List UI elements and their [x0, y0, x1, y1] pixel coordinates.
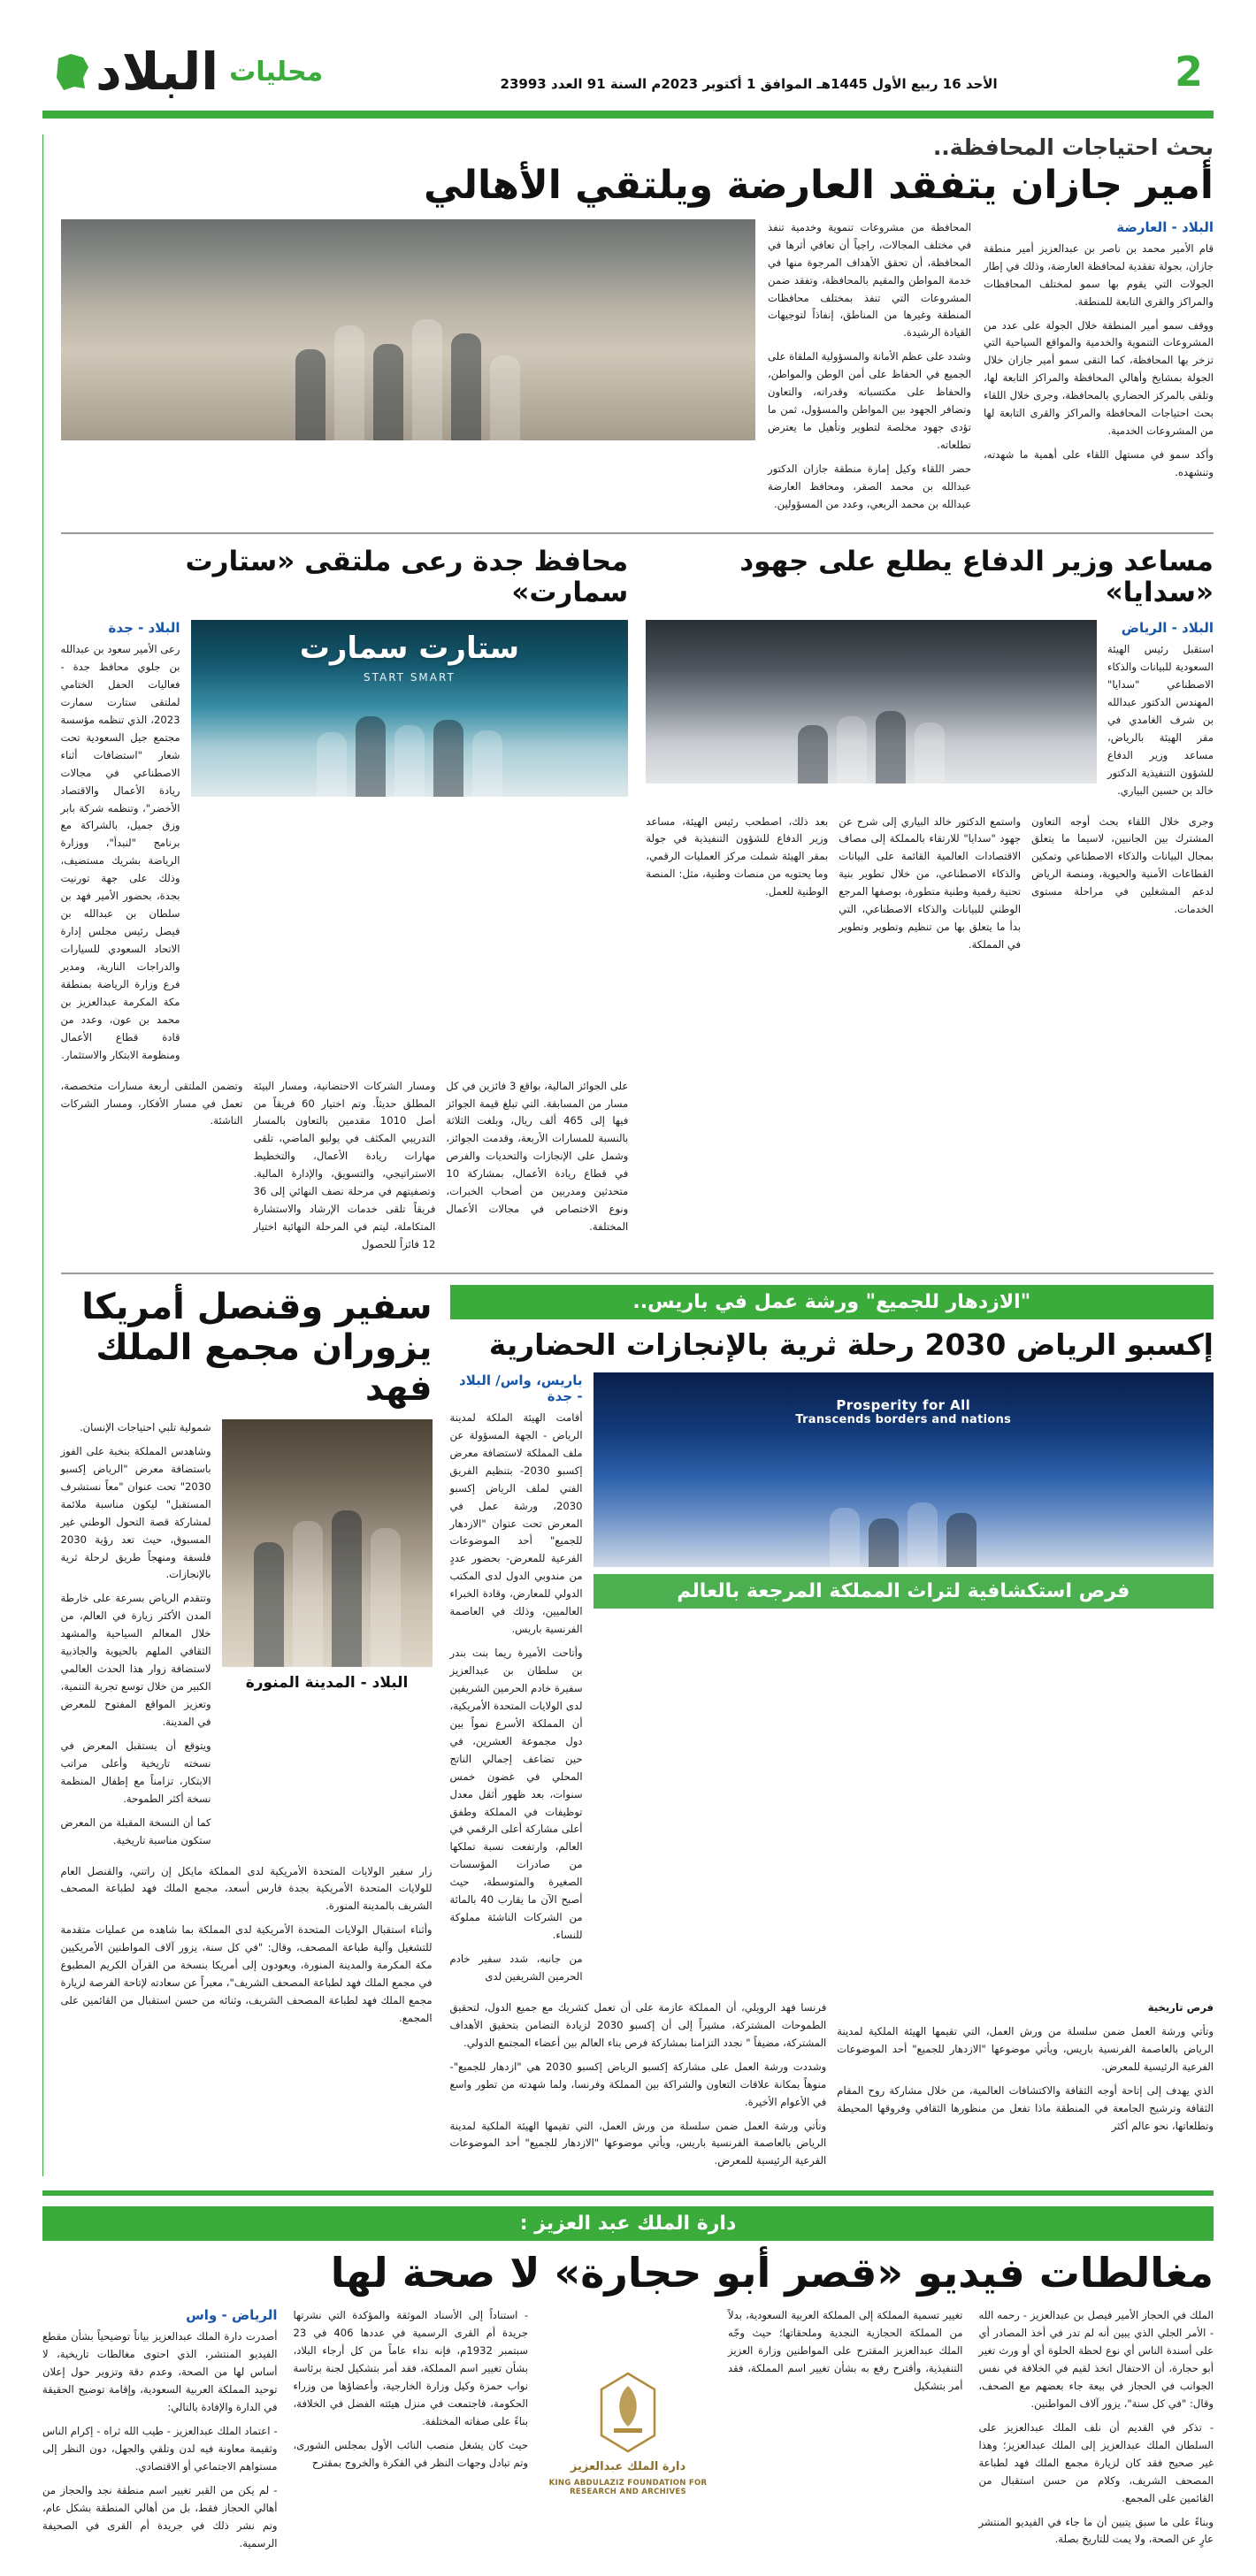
lead-kicker: بحث احتياجات المحافظة.. [932, 134, 1214, 161]
lead-paragraph: ووقف سمو أمير المنطقة خلال الجولة على عدد من المشروعات التنموية والخدمية والمواقع السياحية التي تزخر بها المحافظة، كما التقى سمو أمير جازان خلال الجولة بمشايخ وأهالي المحافظة والمراكز التابعة لها، وتلقى بالمركز الحضاري بالمحافظة، وجرى خلال اللقاء بحث احتياجات المحافظة والمراكز والقرى التابعة لها من المشروعات الخدمية. [984, 318, 1214, 438]
darah-crest-icon [587, 2370, 669, 2455]
issue-line: الأحد 16 ربيع الأول 1445هـ الموافق 1 أكتوبر 2023م السنة 91 العدد 23993 [500, 76, 998, 93]
expo-paragraph: الذي يهدف إلى إتاحة أوجه الثقافة والاكتشافات العالمية، من خلال مشاركة روح المقام الثقافة وترشيح الجامعة في المنطقة ماذا تفعل من منظورها الثقافي وفروقها المحيطة وتطلعاتها، نحو عالم أكثر [837, 2083, 1214, 2132]
jeddah-paragraph: رعى الأمير سعود بن عبدالله بن جلوي محافظ جدة - فعاليات الحفل الختامي لملتقى ستارت سمارت 2023، الذي تنظمه مؤسسة مجتمع جيل السعودية تحت شعار "استضافات أثناء الاصطناعي في مجالات ريادة الأعمال والاقتصاد الأخضر"، وتنظمه شركة بابر وزق جميل، بالشراكة مع برنامج "لنبدأ"، ووزارة الرياضة بشريك مستضيف، وذلك على جهة تورنيت بجدة، بحضور الأمير فهد بن سلطان بن عبدالله بن فيصل رئيس مجلس إدارة الاتحاد السعودي للسيارات والدراجات النارية، ومدير فرع وزارة الرياضة بمنطقة مكة المكرمة عبدالعزيز بن محمد بن عون، وعدد من قادة قطاع الأعمال ومنظومة الابتكار والاستثمار. [60, 643, 180, 1061]
lead-photo [61, 219, 755, 440]
lead-paragraph: وأكد سمو في مستهل اللقاء على أهمية ما شهدته، وتنشهده. [984, 448, 1214, 479]
expo-paragraph: وتأتي ورشة العمل ضمن سلسلة من ورش العمل، التي تقيمها الهيئة الملكية لمدينة الرياض بالعاصمة الفرنسية باريس، ويأتي موضوعها "الازدهار للجميع" أحد الموضوعات الفرعية الرئيسية للمعرض. [837, 2024, 1214, 2073]
bottom-paragraph: - لم يكن من القبر تغيير اسم منطقة نجد والحجاز من أهالي الحجاز فقط، بل من أهالي المنطقة بشكل عام، وتم نشر ذلك في جريدة أم القرى في الصحيفة الرسمية. [42, 2483, 278, 2549]
masthead [0, 0, 1256, 103]
bottom-story [42, 2206, 1214, 2558]
ambassador-paragraph: وتتقدم الرياض بسرعة على خارطة المدن الأكثر زيارة في العالم، من خلال المعالم السياحية والمشهد الثقافي الملهم بالحيوية والجاذبية لاستضافة زوار هذا الحدث العالمي الكبير من خلال توسع تجربة التنمية، وتعزيز المواقع المفتوح للمعرض في المدينة. [60, 1592, 211, 1728]
bottom-paragraph: - استناداً إلى الأسناد الموثقة والمؤكدة التي نشرتها جريدة أم القرى الرسمية في عددها 406 في 23 سبتمبر 1932م، فإنه نداء عاماً من كل أرجاء البلاد، بشأن تغيير اسم المملكة، فقد أمر بتشكيل لجنة برئاسة نواب حمزة وكيل وزارة الخارجية، وأعضاؤها من وزراء الحكومة، فاجتمعت في منزل هيئته الفضل في الخلافة، بناءً على صفاته المختلفة. [293, 2309, 529, 2427]
ambassador-paragraph: شمولية تلبي احتياجات الإنسان. [79, 1420, 211, 1433]
ambassador-paragraph: كما أن النسخة المقبلة من المعرض ستكون مناسبة تاريخية. [60, 1815, 211, 1846]
bottom-paragraph: أصدرت دارة الملك عبدالعزيز بياناً توضيحياً بشأن مقطع الفيديو المنتشر، الذي احتوى مغالطات تاريخية، لا أساس لها من الصحة، وعدم دقة وتزوير حول إعلان توحيد المملكة العربية السعودية، وإقامة توضيح الحقيقة في الدارة والإفادة بالتالي: [42, 2330, 278, 2413]
section-title: محليات [229, 56, 324, 88]
jeddah-paragraph: على الجوائز المالية، بواقع 3 فائزين في كل مسار من المسابقة. التي تبلغ قيمة الجوائز فيها إلى 465 ألف ريال، وبلغت الثلاثة بالنسبة للمسارات الأربعة، وقدمت الجوائز، وشمل على الإنجازات والتحديات والفرص في قطاع ريادة الأعمال، بمشاركة 10 متحدثين ومدربين من أصحاب الخبرات، ونوع الاختصاص في مجالات الأعمال المختلفة. [446, 1079, 629, 1234]
photo-banner-subtitle: START SMART [363, 671, 456, 684]
jeddah-dateline: البلاد - جدة [108, 620, 180, 637]
masthead-logo [53, 42, 324, 102]
lead-story [61, 134, 1214, 520]
divider [61, 532, 1214, 534]
expo-green-banner: "الازدهار للجميع" ورشة عمل في باريس.. [450, 1285, 1214, 1319]
bottom-paragraph: تغيير تسمية المملكة إلى المملكة العربية السعودية، بدلاً من المملكة الحجازية النجدية وملحقاتها؛ حيث وجّه الملك عبدالعزيز المقترح على المواطنين وزارة العزيز التنفيذية، وأقترح رفع به بشأن تغيير اسم المملكة، فقد أمر بتشكيل [728, 2309, 963, 2392]
divider [61, 1273, 1214, 1274]
page-content [0, 118, 1256, 2576]
ambassador-paragraph: ويتوقع أن يستقبل المعرض في نسخته تاريخية وأعلى مراتب الابتكار، تزامناً مع إطفال المنظمة نسخة أكثر الطموحة. [60, 1739, 211, 1805]
ambassador-headline: سفير وقنصل أمريكا يزوران مجمع الملك فهد [81, 1286, 433, 1409]
lead-dateline: البلاد - العارضة [1116, 218, 1214, 235]
expo-photo-line1: Prosperity for All [836, 1396, 971, 1413]
ambassador-paragraph: وشاهدس المملكة بنخبة على الفوز باستضافة معرض "الرياض إكسبو 2030" تحت عنوان "معاً نستشرف المستقبل" ليكون مناسبة ملائمة لمشاركة قصة التحول الوطني غير المسبوق، حيث تعد رؤية 2030 فلسفة ومنهجاً طريق لرحلة ثرية بالإنجازات. [60, 1444, 211, 1581]
defense-paragraph: بعد ذلك، اصطحب رئيس الهيئة، مساعد وزير الدفاع للشؤون التنفيذية في جولة بمقر الهيئة شملت مركز العمليات الرقمي، وما يحتويه من منصات وطنية، مثل: المنصة الوطنية للعمل. [646, 814, 829, 898]
section-divider [42, 2190, 1214, 2196]
lead-paragraph: قام الأمير محمد بن ناصر بن عبدالعزيز أمير منطقة جازان، بجولة تفقدية لمحافظة العارضة، وذلك في إطار الجولات التي يقوم بها سمو لمختلف المحافظات والمراكز والقرى التابعة للمنطقة. [984, 241, 1214, 308]
page-number: 2 [1174, 48, 1203, 96]
ambassador-paragraph: وأثناء استقبال الولايات المتحدة الأمريكية لدى المملكة بما شاهده من عمليات متقدمة للتشغيل وآلية طباعة المصحف، وقال: "في كل سنة، يزور آلاف المواطنين الأمريكيين مكة المكرمة والمدينة المنورة، ويعودون إلى أمريكا بنسخة من القرآن الكريم المطبوع في مجمع الملك فهد لطباعة المصحف الشريف"، معبراً عن سعادته لإتاحة الفرصة لزيارة مجمع الملك فهد لطباعة المصحف الشريف، وثنائه من حسن استقبال من القائمين على المجمع. [60, 1923, 433, 2024]
bottom-paragraph: وبناءً على ما سبق يتبين أن ما جاء في الفيديو المنتشر عارٍ عن الصحة، ولا يمت للتاريخ بصلة. [978, 2515, 1214, 2546]
expo-sub-banner: فرص استكشافية لتراث المملكة المرجعة بالعالم [594, 1574, 1214, 1609]
jeddah-photo [191, 620, 629, 797]
darah-name-en: KING ABDULAZIZ FOUNDATION FOR RESEARCH AND ARCHIVES [548, 2478, 708, 2496]
ambassador-photo [222, 1419, 433, 1667]
second-row [61, 545, 1214, 1260]
darah-logo [544, 2307, 712, 2558]
expo-paragraph: أقامت الهيئة الملكة لمدينة الرياض - الجهة المسؤولة عن ملف المملكة لاستضافة معرض إكسبو 2030- بتنظيم الفريق الفني لملف الرياض إكسبو 2030، ورشة عمل في المعرض تحت عنوان "الازدهار للجميع" أحد الموضوعات الفرعية للمعرض- بحضور عددٍ من مندوبي الدول لدى المكتب الدولي للمعارض، وقادة الخبراء العالميين، وذلك في العاصمة الفرنسية باريس. [449, 1410, 583, 1636]
expo-paragraph: فرنسا فهد الرويلي، أن المملكة عازمة على أن تعمل كشريك مع جميع الدول، لتحقيق الطموحات المشتركة، مشيراً إلى أن إكسبو 2030 لزيادة التضامن بتحقيق الأهداف المشتركة، مضيفاً " نجدد التزامنا بمشاركة فرص بناء العالم بين أعضاء المجتمع الدولي. [449, 2000, 827, 2049]
albilad-logo [53, 42, 219, 102]
bottom-green-banner: دارة الملك عبد العزيز : [42, 2206, 1214, 2241]
photo-banner-title: ستارت سمارت [299, 631, 520, 667]
defense-paragraph: وجرى خلال اللقاء بحث أوجه التعاون المشترك بين الجانبين، لاسيما ما يتعلق بمجال البيانات والذكاء الاصطناعي وتمكين القطاعات الأمنية والحيوية، ومنصة الرياض لدعم المشغلين في مراحلة مستوى الخدمات. [1031, 814, 1214, 916]
darah-name-ar: دارة الملك عبدالعزيز [570, 2459, 686, 2473]
lead-paragraph: المحافظة من مشروعات تنموية وخدمية تنفذ في مختلف المجالات، راجياً أن تعافي أثرها في المحافظة، أن تحقق الأهداف المرجوة منها في خدمة المواطن والمقيم بالمحافظة، وتفقد ضمن المشروعات التي تنفذ بمختلف محافظات المنطقة وغيرها من المناطق، إنفاذاً لتوجيهات القيادة الرشيدة. [768, 220, 971, 340]
bottom-paragraph: - اعتماد الملك عبدالعزيز - طيب الله ثراه - إكرام الناس وثقيمة معاونة فيه لدن وتلقي والجهل، دون النظر إلى مستواهم الاجتماعي أو الاقتصادي. [42, 2424, 278, 2473]
third-row [61, 1285, 1214, 2176]
defense-dateline: البلاد - الرياض [1121, 620, 1214, 637]
expo-paragraph: فرص تاريخية [1147, 2000, 1214, 2014]
masthead-center [323, 51, 1175, 92]
bottom-headline: مغالطات فيديو «قصر أبو حجارة» لا صحة لها [330, 2249, 1214, 2297]
defense-headline: مساعد وزير الدفاع يطلع على جهود «سدايا» [739, 545, 1214, 609]
jeddah-paragraph: ومسار الشركات الاحتضانية، ومسار البيئة المطلق حديثاً. وتم اختيار 60 فريقاً من أصل 1010 مقدمين بالتعاون بالمسار التدريبي المكثف في يوليو الماضي، تلقى مهارات ريادة الأعمال، والتخطيط الاستراتيجي، والتسويق، والإدارة المالية. وتصفيتهم في مرحلة نصف النهائي إلى 36 فريقاً تلقى خدمات الإرشاد والاستشارة المتكاملة، ليتم في المرحلة النهائية اختيار 12 فائزاً للحصول [253, 1079, 436, 1250]
lead-headline: أمير جازان يتفقد العارضة ويلتقي الأهالي [423, 163, 1214, 209]
expo-dateline: باريس، واس/ البلاد - جدة [459, 1372, 583, 1404]
bottom-paragraph: الملك في الحجاز الأمير فيصل بن عبدالعزيز - رحمه الله - الأمر الجلي الذي يبين أنه لم تدر في أخذ المصادر أي على أسندة الناس أي نوع لحظة الحلوة أي أو ورث تغير أبو حجارة، أن الاحتفال اتخذ لقيم في الخلافة في نفس الجوانب في الحجاز في بيعة جاء بعضهم مع الصحف، وقال: "في كل سنة"، يزور آلاف المواطنين. [978, 2309, 1214, 2410]
expo-photo-line2: Transcends borders and nations [795, 1412, 1012, 1426]
top-section [42, 134, 1214, 2176]
expo-headline: إكسبو الرياض 2030 رحلة ثرية بالإنجازات الحضارية [488, 1326, 1214, 1362]
bottom-paragraph: - تذكر في القديم أن نلف الملك عبدالعزيز على السلطان الملك عبدالعزيز إلى الملك عبدالعزيز؛ وهذا غير صحيح فقد كان لزيارة مجمع الملك فهد لطباعة المصحف الشريف، وكلام من حسن استقبال من القائمين على المجمع. [978, 2420, 1214, 2504]
lead-paragraph: وشدد على عظم الأمانة والمسؤولية الملقاة على الجميع في الحفاظ على أمن الوطن والمواطن، والحفاظ على مكتسباته وقدراته، والتعاون وتضافر الجهود بين المواطن والمسؤول، ثمن ما تؤدى جهود مخلصة لتطوير وتأهيل ما يعترض تطلعاته. [768, 350, 971, 452]
lead-paragraph: حضر اللقاء وكيل إمارة منطقة جازان الدكتور عبدالله بن محمد الصقر، ومحافظ العارضة عبدالله بن محمد الربعي، وعدد من المسؤولين. [768, 462, 971, 510]
bottom-paragraph: حيث كان يشغل منصب النائب الأول بمجلس الشورى، وتم تبادل وجهات النظر في الفكرة والخروج بمقترح [293, 2438, 528, 2469]
jeddah-paragraph: وتضمن الملتقى أربعة مسارات متخصصة، تعمل في مسار الأفكار، ومسار الشركات الناشئة. [60, 1079, 243, 1127]
expo-photo [594, 1372, 1214, 1567]
defense-photo [646, 620, 1097, 784]
bottom-dateline: الرياض - واس [186, 2307, 278, 2324]
expo-paragraph: وأتاحت الأميرة ريما بنت بندر بن سلطان بن عبدالعزيز سفيرة خادم الحرمين الشريفين لدى الولايات المتحدة الأمريكية، أن المملكة الأسرع نمواً بين دول مجموعة العشرين، في حين تضاعف إجمالي الناتج المحلي في غضون خمس سنوات، بعد ظهور أثقل معدل توظيفات في المملكة وطفق أعلى مشاركة أعلى الرقمي في العالم، وارتفعت نسبة تملكها من صادرات المؤسسات الصغيرة والمتوسطة، حيث أصبح الآن ما يقارب 40 بالمائة من الشركات الناشئة مملوكة للنساء. [449, 1647, 583, 1942]
defense-paragraph: واستمع الدكتور خالد البياري إلى شرح عن جهود "سدايا" للارتقاء بالمملكة إلى مصاف الاقتصادات العالمية القائمة على البيانات والذكاء الاصطناعي، من خلال تطوير بنية تحتية رقمية وطنية متطورة، بوصفها المرجع الوطني للبيانات والذكاء الاصطناعي، التي بدأ ما يتعلق بها من تنظيم وتطوير وتطوير في المملكة. [839, 814, 1022, 952]
expo-paragraph: وتأتي ورشة العمل ضمن سلسلة من ورش العمل، التي تقيمها الهيئة الملكية لمدينة الرياض بالعاصمة الفرنسية باريس، ويأتي موضوعها "الازدهار للجميع" أحد الموضوعات الفرعية الرئيسية للمعرض. [449, 2119, 827, 2167]
ambassador-caption: البلاد - المدينة المنورة [245, 1673, 409, 1692]
masthead-divider [42, 111, 1214, 118]
logo-wordmark: البلاد [96, 42, 219, 102]
expo-paragraph: من جانبه، شدد سفير خادم الحرمين الشريفين لدى [449, 1953, 583, 1983]
expo-paragraph: وشددت ورشة العمل على مشاركة إكسبو الرياض إكسبو 2030 هي "ازدهار للجميع"- منوهاً بمكانة علاقات التعاون والشراكة بين المملكة وفرنسا، ولما شهدته من تطور واسع في الأعوام الأخيرة. [449, 2060, 827, 2108]
saudi-map-icon [53, 51, 92, 92]
ambassador-paragraph: زار سفير الولايات المتحدة الأمريكية لدى المملكة مايكل إن راتني، والقنصل العام للولايات المتحدة الأمريكية بجدة فارس أسعد، مجمع الملك فهد لطباعة المصحف الشريف بالمدينة المنورة. [60, 1864, 433, 1913]
vertical-divider [42, 134, 43, 2176]
jeddah-headline: محافظ جدة رعى ملتقى «ستارت سمارت» [185, 545, 629, 609]
defense-paragraph: استقبل رئيس الهيئة السعودية للبيانات والذكاء الاصطناعي "سدايا" المهندس الدكتور عبدالله بن شرف الغامدي في مقر الهيئة بالرياض، مساعد وزير الدفاع للشؤون التنفيذية الدكتور خالد بن حسين البياري. [1107, 643, 1214, 797]
